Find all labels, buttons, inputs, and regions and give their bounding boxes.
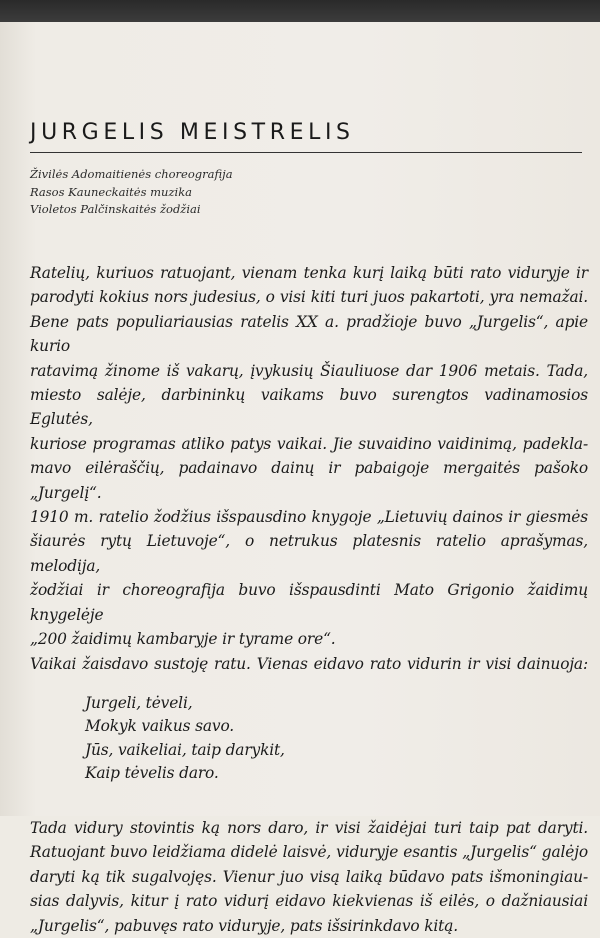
text-line: Tada vidury stovintis ką nors daro, ir visi žaidėjai turi taip pat daryti. <box>30 818 588 837</box>
text-line: miesto salėje, darbininkų vaikams buvo surengtos vadinamosios Eglutės, <box>30 386 588 429</box>
title-underline <box>30 152 582 153</box>
verse-line: Jūs, vaikeliai, taip darykit, <box>85 740 285 759</box>
text-line: sias dalyvis, kitur į rato vidurį eidavo kiekvienas iš eilės, o dažniausiai <box>30 892 588 911</box>
text-line: ratavimą žinome iš vakarų, įvykusių Šiauliuose dar 1906 metais. Tada, <box>30 361 588 380</box>
credit-choreography: Živilės Adomaitienės choreografija <box>30 167 233 181</box>
text-line: daryti ką tik sugalvojęs. Vienur juo visą laiką būdavo pats išmoningiau- <box>30 867 588 886</box>
paragraph-game-description <box>30 816 588 938</box>
credits-block <box>30 166 233 219</box>
verse-line: Jurgeli, tėveli, <box>85 693 193 712</box>
scan-top-border <box>0 0 600 22</box>
page-title: JURGELIS MEISTRELIS <box>30 120 355 145</box>
text-line: „200 žaidimų kambaryje ir tyrame ore“. <box>30 630 336 649</box>
article-body <box>30 261 588 938</box>
verse-line: Mokyk vaikus savo. <box>85 717 235 736</box>
text-line: mavo eilėraščių, padainavo dainų ir pabaigoje mergaitės pašoko „Jurgelį“. <box>30 459 588 502</box>
credit-lyrics: Violetos Palčinskaitės žodžiai <box>30 202 201 216</box>
credit-music: Rasos Kauneckaitės muzika <box>30 184 193 199</box>
text-line: kuriose programas atliko patys vaikai. Jie suvaidino vaidinimą, padekla- <box>30 434 588 453</box>
text-line: Bene pats populiariausias ratelis XX a. pradžioje buvo „Jurgelis“, apie kurio <box>30 312 588 356</box>
text-line: Ratelių, kuriuos ratuojant, vienam tenka kurį laiką būti rato viduryje ir <box>30 264 588 282</box>
text-line: Ratuojant buvo leidžiama didelė laisvė, viduryje esantis „Jurgelis“ galėjo <box>30 843 588 862</box>
text-line: „Jurgelis“, pabuvęs rato viduryje, pats išsirinkdavo kitą. <box>30 916 458 935</box>
text-line: Vaikai žaisdavo sustoję ratu. Vienas eidavo rato vidurin ir visi dainuoja: <box>30 654 588 673</box>
text-line: žodžiai ir choreografija buvo išspausdinti Mato Grigonio žaidimų knygelėje <box>30 581 588 624</box>
verse-line: Kaip tėvelis daro. <box>85 764 219 783</box>
text-line: parodyti kokius nors judesius, o visi kiti turi juos pakartoti, yra nemažai. <box>30 288 588 307</box>
paragraph-intro <box>30 261 588 676</box>
song-verse <box>85 692 588 786</box>
text-line: 1910 m. ratelio žodžius išspausdino knygoje „Lietuvių dainos ir giesmės <box>30 508 588 527</box>
text-line: šiaurės rytų Lietuvoje“, o netrukus platesnis ratelio aprašymas, melodija, <box>30 532 588 575</box>
